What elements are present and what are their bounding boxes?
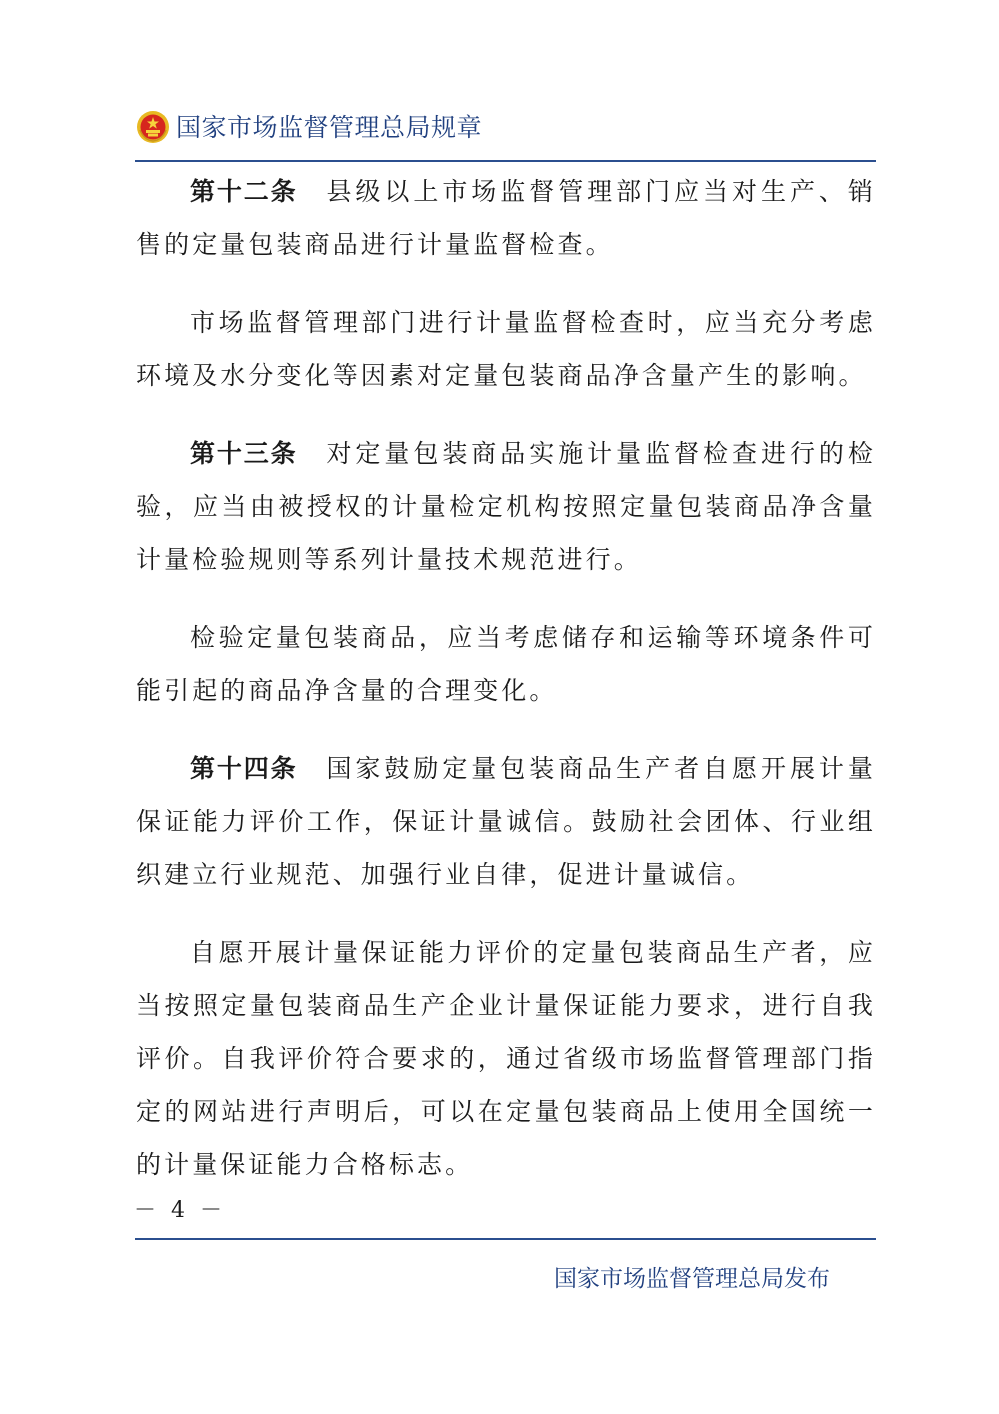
footer-divider [135, 1238, 876, 1240]
paragraph [136, 296, 876, 402]
article-number: 第十三条 [190, 439, 298, 468]
article-number: 第十四条 [190, 754, 298, 783]
document-body [136, 165, 876, 1216]
paragraph-text: 自愿开展计量保证能力评价的定量包装商品生产者，应当按照定量包装商品生产企业计量保证能力要求，进行自我评价。自我评价符合要求的，通过省级市场监督管理部门指定的网站进行声明后，可以在定量包装商品上使用全国统一的计量保证能力合格标志。 [136, 938, 876, 1179]
article-14 [136, 742, 876, 901]
article-text: 县级以上市场监督管理部门应当对生产、销售的定量包装商品进行计量监督检查。 [136, 177, 876, 259]
article-13 [136, 427, 876, 586]
article-number: 第十二条 [190, 177, 298, 206]
header-divider [135, 160, 876, 162]
document-header [136, 104, 876, 152]
header-title: 国家市场监督管理总局规章 [176, 113, 483, 142]
paragraph-text: 市场监督管理部门进行计量监督检查时，应当充分考虑环境及水分变化等因素对定量包装商品净含量产生的影响。 [136, 308, 876, 390]
paragraph [136, 926, 876, 1191]
paragraph-text: 检验定量包装商品，应当考虑储存和运输等环境条件可能引起的商品净含量的合理变化。 [136, 623, 876, 705]
article-text: 对定量包装商品实施计量监督检查进行的检验，应当由被授权的计量检定机构按照定量包装商品净含量计量检验规则等系列计量技术规范进行。 [136, 439, 876, 574]
article-12 [136, 165, 876, 271]
article-text: 国家鼓励定量包装商品生产者自愿开展计量保证能力评价工作，保证计量诚信。鼓励社会团体、行业组织建立行业规范、加强行业自律，促进计量诚信。 [136, 754, 876, 889]
national-emblem-icon [136, 110, 170, 144]
page-number: － 4 － [134, 1198, 226, 1223]
footer-publisher: 国家市场监督管理总局发布 [554, 1266, 830, 1292]
paragraph [136, 611, 876, 717]
